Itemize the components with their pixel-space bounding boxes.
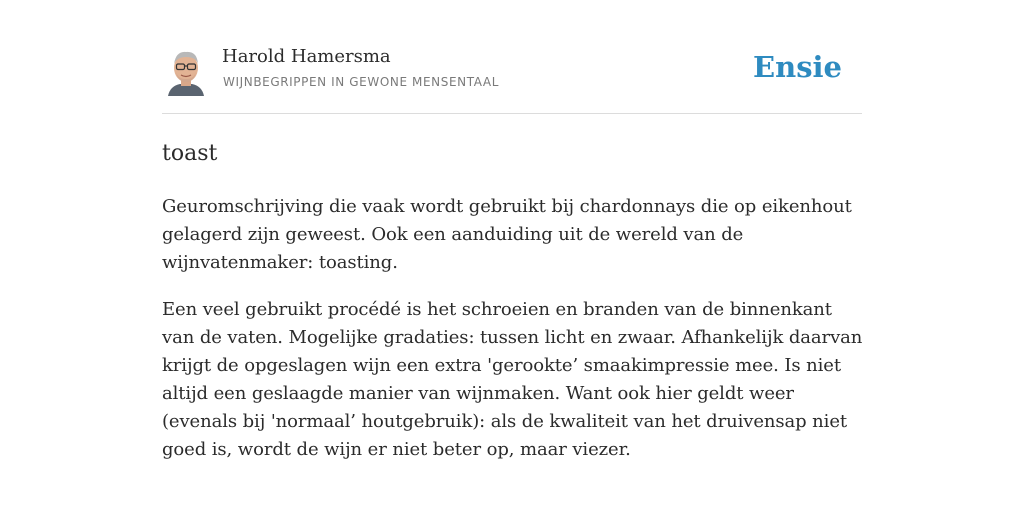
definition-paragraph: Geuromschrijving die vaak wordt gebruikt bij chardonnays die op eikenhout gelagerd zijn geweest. Ook een aanduiding uit de wereld van de wijnvatenmaker: toasting. [162, 196, 852, 273]
definition-card [162, 40, 862, 464]
author-avatar[interactable] [166, 46, 206, 96]
author-header [162, 40, 862, 114]
author-subtitle: WIJNBEGRIPPEN IN GEWONE MENSENTAAL [223, 75, 499, 89]
author-portrait-icon [166, 46, 206, 96]
author-name[interactable]: Harold Hamersma [222, 46, 391, 67]
ensie-logo-link[interactable]: Ensie [753, 50, 842, 84]
term-title: toast [162, 141, 218, 166]
definition-paragraph: Een veel gebruikt procédé is het schroeien en branden van de binnenkant van de vaten. Mogelijke gradaties: tussen licht en zwaar. Afhankelijk daarvan krijgt de opgeslagen wijn een extra 'gerookte’ smaakimpressie mee. Is niet altijd een geslaagde manier van wijnmaken. Want ook hier geldt weer (evenals bij 'normaal’ houtgebruik): als de kwaliteit van het druivensap niet goed is, wordt de wijn er niet beter op, maar viezer. [162, 299, 863, 460]
